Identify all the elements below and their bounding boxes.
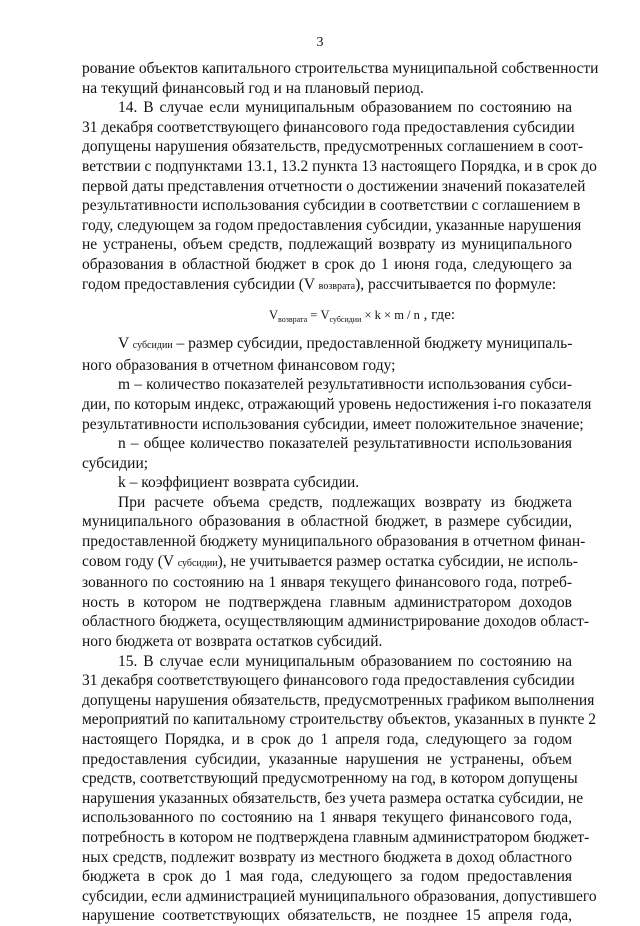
text-line: совом году (V субсидии), не учитывается размер остатка субсидии, не исполь-	[82, 552, 578, 570]
text-line: допущены нарушения обязательств, предусмотренных графиком выполнения	[82, 691, 595, 709]
text-line: областного бюджета, осуществляющим администрирование доходов област-	[82, 613, 589, 631]
text-line: использованного по состоянию на 1 января текущего финансового года,	[82, 809, 572, 827]
text-line: ного образования в отчетном финансовом году;	[82, 356, 396, 374]
text-line: субсидии, если администрацией муниципального образования, допустившего	[82, 887, 597, 905]
text-line: году, следующем за годом предоставления субсидии, указанные нарушения	[82, 216, 582, 234]
text-line: предоставления субсидии, указанные нарушения не устранены, объем	[82, 750, 572, 768]
text-line: При расчете объема средств, подлежащих возврату из бюджета	[118, 493, 572, 511]
text-line: настоящего Порядка, и в срок до 1 апреля года, следующего за годом	[82, 731, 572, 748]
text-line: рование объектов капитального строительства муниципальной собственности	[82, 60, 599, 77]
text-line: мероприятий по капитальному строительству объектов, указанных в пункте 2	[82, 711, 597, 729]
text-line: допущены нарушения обязательств, предусмотренных соглашением в соот-	[82, 138, 584, 156]
text-line: средств, соответствующий предусмотренному на год, в котором допущены	[82, 770, 578, 788]
text-line: образования в областной бюджет в срок до 1 июня года, следующего за	[82, 255, 572, 273]
text-line: муниципального образования в областной бюджет, в размере субсидии,	[82, 513, 572, 531]
text-line: субсидии;	[82, 454, 149, 472]
text-line: нарушения указанных обязательств, без учета размера остатка субсидии, не	[82, 789, 584, 807]
document-body	[82, 59, 599, 926]
text-line: k – коэффициент возврата субсидии.	[118, 474, 360, 492]
text-line: 15. В случае если муниципальным образованием по состоянию на	[118, 652, 572, 670]
text-line: не устранены, объем средств, подлежащий возврату из муниципального	[82, 236, 572, 254]
text-line: бюджета в срок до 1 мая года, следующего за годом предоставления	[82, 868, 572, 886]
text-line: ность в котором не подтверждена главным администратором доходов	[82, 593, 572, 611]
text-line: ного бюджета от возврата остатков субсидий.	[82, 633, 383, 651]
text-line: 14. В случае если муниципальным образованием по состоянию на	[118, 99, 572, 117]
text-line: m – количество показателей результативности использования субси-	[118, 376, 572, 394]
text-line: V субсидии – размер субсидии, предоставленной бюджету муниципаль-	[118, 335, 573, 353]
page-number: 3	[316, 35, 324, 50]
return-formula: $V_{возврата} = V_{субсидии} \times k \times m / n$ , где:	[268, 307, 456, 325]
text-line: 31 декабря соответствующего финансового года предоставления субсидии	[82, 118, 575, 136]
text-line: ных средств, подлежит возврату из местного бюджета в доход областного	[82, 848, 572, 866]
text-line: годом предоставления субсидии (V возврата), рассчитывается по формуле:	[82, 275, 557, 293]
text-line: 31 декабря соответствующего финансового года предоставления субсидии	[82, 672, 575, 690]
text-line: предоставленной бюджету муниципального образования в отчетном финан-	[82, 533, 586, 551]
text-line: нарушение соответствующих обязательств, не позднее 15 апреля года,	[82, 907, 572, 925]
text-line: результативности использования субсидии в соответствии с соглашением в	[82, 197, 581, 215]
text-line: дии, по которым индекс, отражающий уровень недостижения i-го показателя	[82, 395, 592, 413]
text-line: первой даты представления отчетности о достижении значений показателей	[82, 177, 586, 195]
text-line: n – общее количество показателей результативности использования	[118, 435, 572, 453]
text-line: потребность в котором не подтверждена главным администратором бюджет-	[82, 828, 590, 846]
text-line: ветствии с подпунктами 13.1, 13.2 пункта 13 настоящего Порядка, и в срок до	[82, 157, 597, 175]
text-line: на текущий финансовый год и на плановый период.	[82, 79, 424, 97]
text-line: результативности использования субсидии, имеет положительное значение;	[82, 415, 584, 433]
text-line: зованного по состоянию на 1 января текущего финансового года, потреб-	[82, 574, 572, 592]
